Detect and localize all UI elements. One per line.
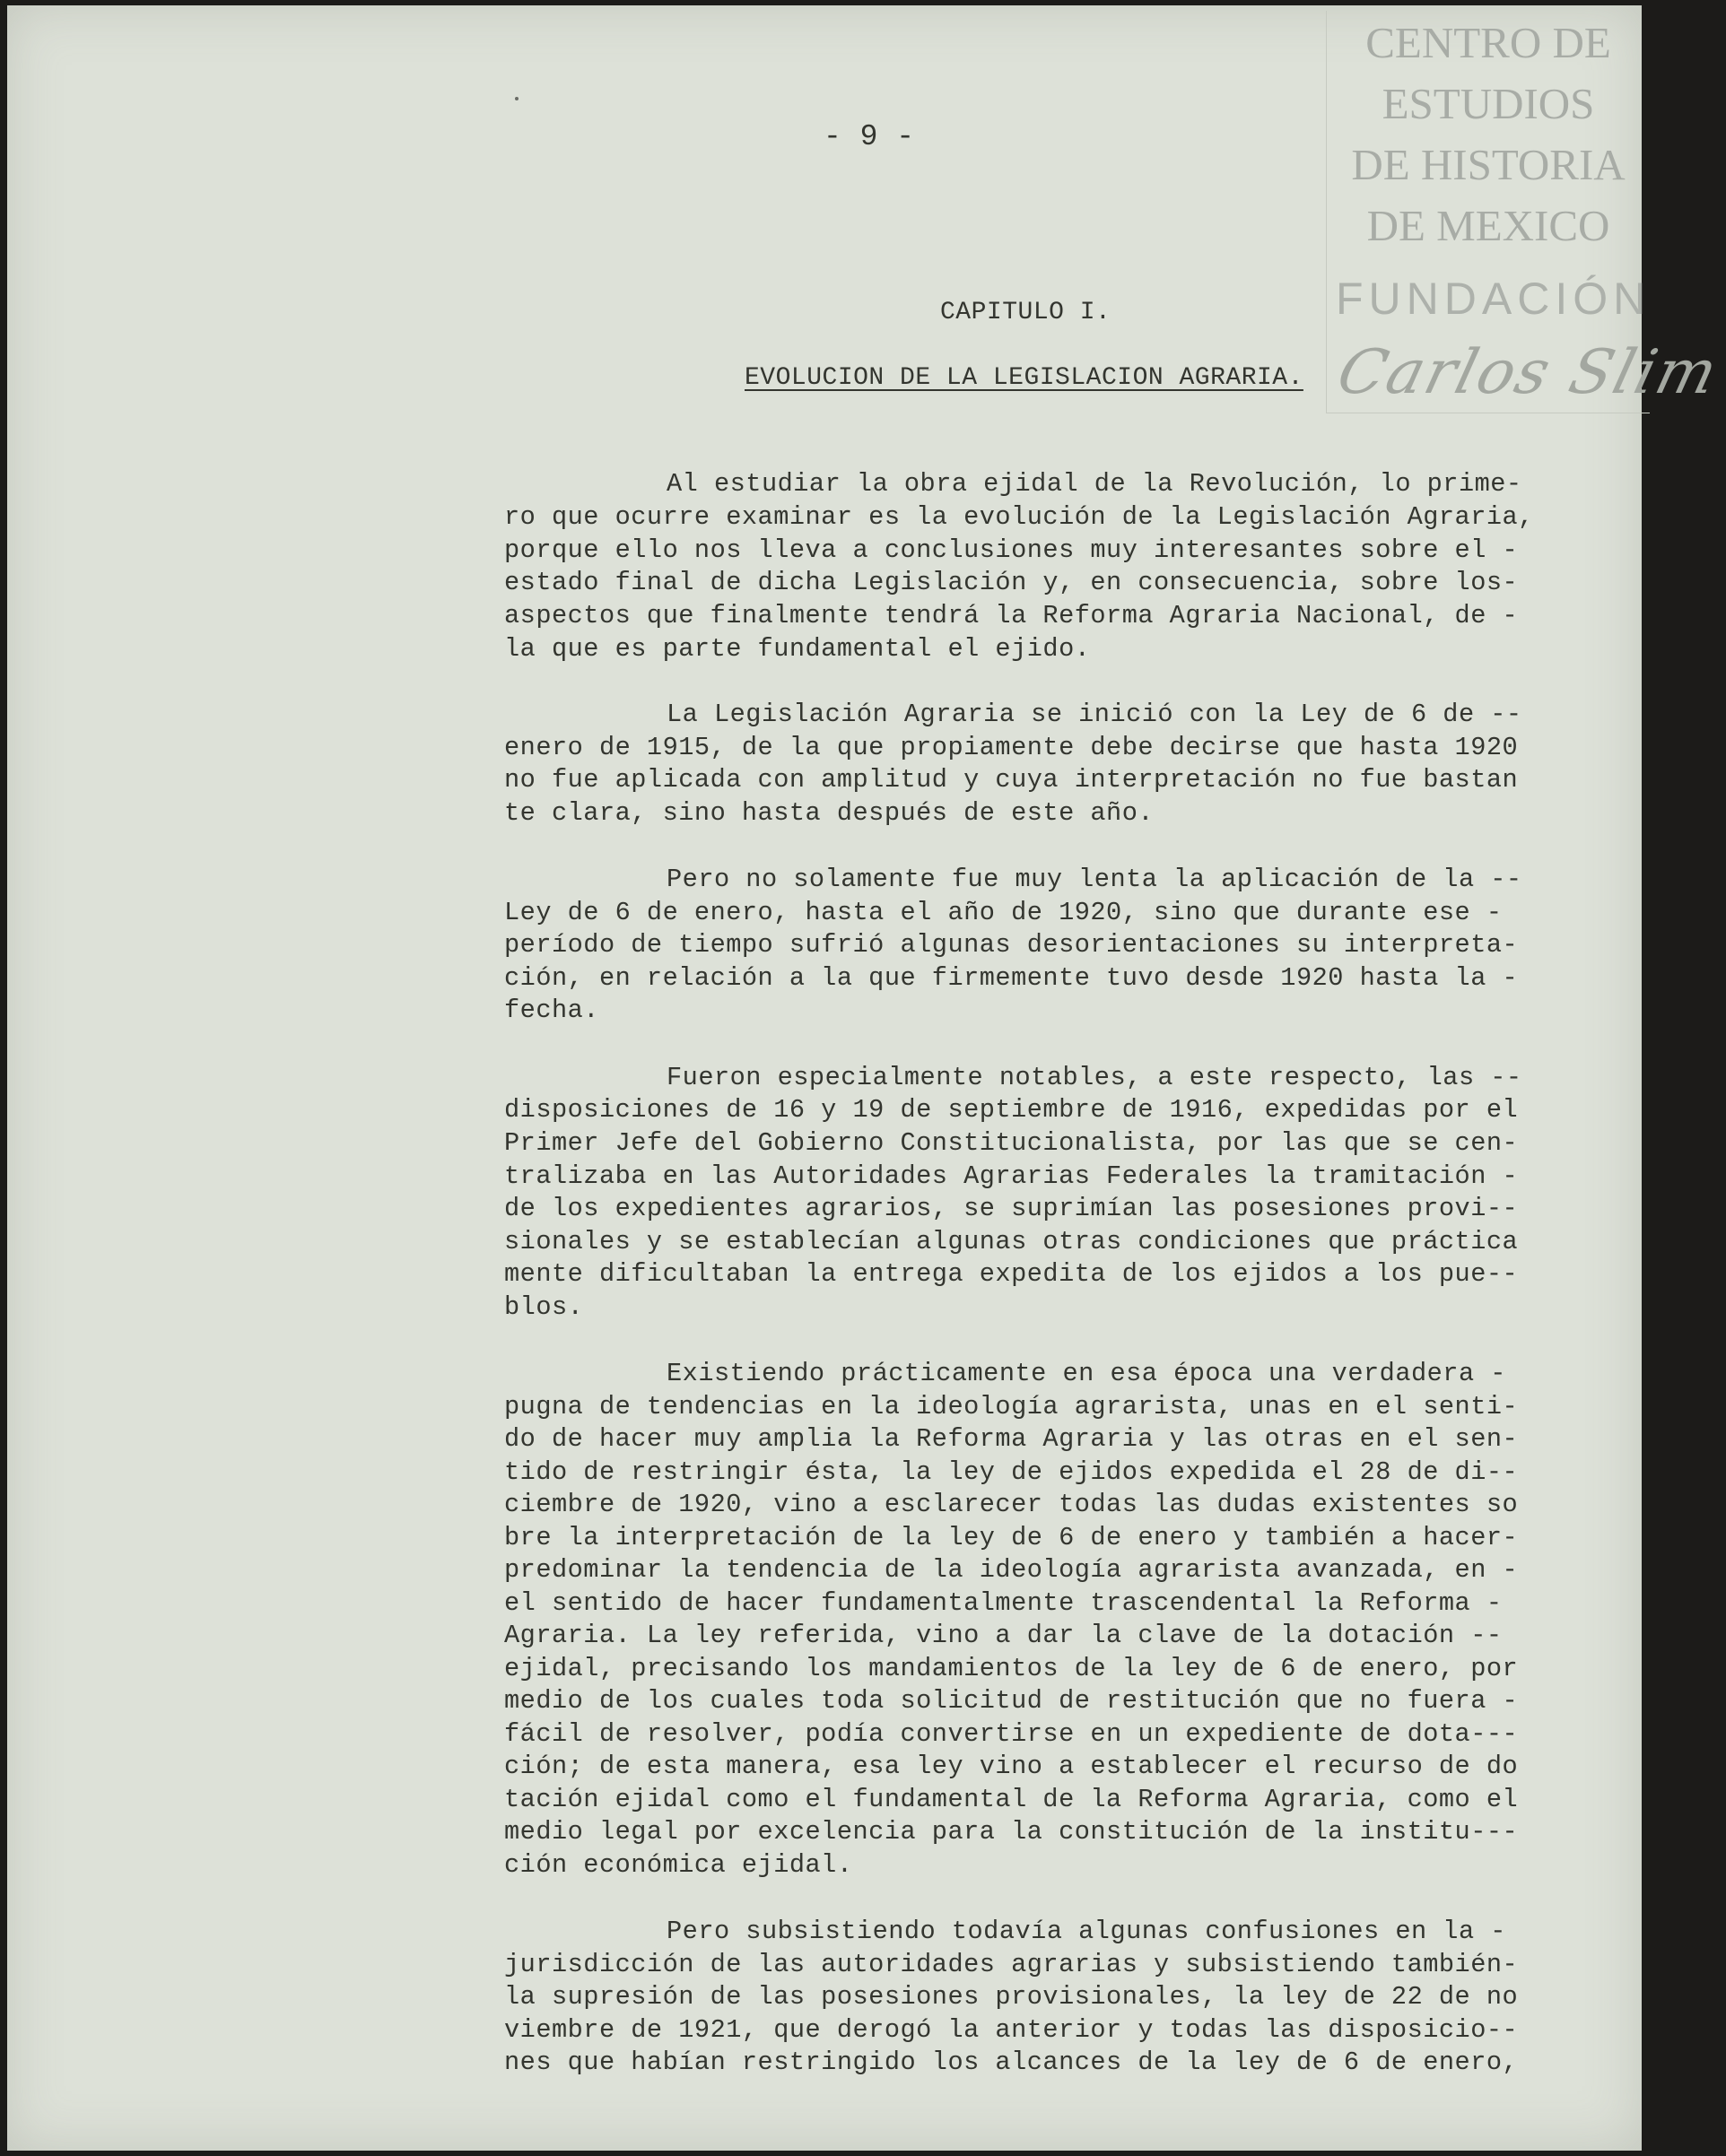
text-line: medio legal por excelencia para la constitución de la institu--- — [504, 1817, 1519, 1847]
text-line: do de hacer muy amplia la Reforma Agraria y las otras en el sen- — [504, 1424, 1519, 1454]
text-line: ción; de esta manera, esa ley vino a establecer el recurso de do — [504, 1752, 1519, 1781]
document-page — [7, 5, 1726, 2151]
text-line: jurisdicción de las autoridades agrarias y subsistiendo también- — [504, 1950, 1519, 1979]
text-line: pugna de tendencias en la ideología agrarista, unas en el senti- — [504, 1392, 1519, 1421]
watermark-fundacion: FUNDACIÓN — [1336, 274, 1652, 324]
text-line: viembre de 1921, que derogó la anterior y todas las disposicio-- — [504, 2015, 1519, 2045]
text-line: nes que habían restringido los alcances de la ley de 6 de enero, — [504, 2047, 1519, 2077]
text-line: la que es parte fundamental el ejido. — [504, 634, 1091, 664]
watermark-signature: Carlos Slim — [1330, 337, 1726, 408]
text-line: Fueron especialmente notables, a este respecto, las -- — [667, 1063, 1522, 1092]
text-line: ción económica ejidal. — [504, 1850, 853, 1880]
text-line: tación ejidal como el fundamental de la Reforma Agraria, como el — [504, 1785, 1519, 1814]
chapter-title: CAPITULO I. — [940, 299, 1111, 326]
text-line: ciembre de 1920, vino a esclarecer todas las dudas existentes so — [504, 1490, 1519, 1519]
text-line: Ley de 6 de enero, hasta el año de 1920, sino que durante ese - — [504, 898, 1503, 927]
text-line: Existiendo prácticamente en esa época una verdadera - — [667, 1359, 1506, 1388]
text-line: predominar la tendencia de la ideología agrarista avanzada, en - — [504, 1555, 1519, 1585]
text-line: sionales y se establecían algunas otras condiciones que práctica — [504, 1227, 1519, 1256]
text-line: Primer Jefe del Gobierno Constitucionalista, por las que se cen- — [504, 1128, 1519, 1158]
watermark-line: CENTRO DE — [1365, 18, 1611, 67]
watermark-line: DE HISTORIA — [1351, 140, 1626, 189]
watermark-line: DE MEXICO — [1366, 201, 1610, 250]
text-line: Agraria. La ley referida, vino a dar la clave de la dotación -- — [504, 1621, 1503, 1650]
text-line: Pero no solamente fue muy lenta la aplicación de la -- — [667, 865, 1522, 894]
text-line: ción, en relación a la que firmemente tuvo desde 1920 hasta la - — [504, 963, 1519, 993]
text-line: porque ello nos lleva a conclusiones muy interesantes sobre el - — [504, 535, 1519, 565]
text-line: Pero subsistiendo todavía algunas confusiones en la - — [667, 1917, 1506, 1946]
text-line: blos. — [504, 1292, 584, 1322]
text-line: La Legislación Agraria se inició con la Ley de 6 de -- — [667, 700, 1522, 729]
text-line: te clara, sino hasta después de este año. — [504, 798, 1155, 828]
text-line: tido de restringir ésta, la ley de ejidos expedida el 28 de di-- — [504, 1457, 1519, 1487]
text-line: no fue aplicada con amplitud y cuya interpretación no fue bastan — [504, 765, 1519, 795]
watermark-line: ESTUDIOS — [1382, 79, 1595, 128]
text-line: medio de los cuales toda solicitud de restitución que no fuera - — [504, 1686, 1519, 1716]
text-line: bre la interpretación de la ley de 6 de enero y también a hacer- — [504, 1523, 1519, 1552]
text-line: fácil de resolver, podía convertirse en un expediente de dota--- — [504, 1719, 1519, 1749]
page-number: - 9 - — [824, 120, 915, 153]
archive-watermark — [1326, 11, 1726, 413]
text-line: Al estudiar la obra ejidal de la Revolución, lo prime- — [667, 469, 1522, 499]
text-line: mente dificultaban la entrega expedita de los ejidos a los pue-- — [504, 1259, 1519, 1289]
text-line: el sentido de hacer fundamentalmente trascendental la Reforma - — [504, 1588, 1503, 1618]
text-line: de los expedientes agrarios, se suprimían las posesiones provi-- — [504, 1194, 1519, 1223]
text-line: la supresión de las posesiones provisionales, la ley de 22 de no — [504, 1982, 1519, 2012]
text-line: fecha. — [504, 995, 599, 1025]
text-line: estado final de dicha Legislación y, en consecuencia, sobre los- — [504, 568, 1519, 597]
text-line: ro que ocurre examinar es la evolución de la Legislación Agraria, — [504, 502, 1534, 532]
text-line: tralizaba en las Autoridades Agrarias Federales la tramitación - — [504, 1161, 1519, 1191]
text-line: disposiciones de 16 y 19 de septiembre de 1916, expedidas por el — [504, 1095, 1519, 1125]
text-line: enero de 1915, de la que propiamente debe decirse que hasta 1920 — [504, 733, 1519, 762]
text-line: período de tiempo sufrió algunas desorientaciones su interpreta- — [504, 930, 1519, 960]
text-line: aspectos que finalmente tendrá la Reforma Agraria Nacional, de - — [504, 601, 1519, 630]
text-line: ejidal, precisando los mandamientos de la ley de 6 de enero, por — [504, 1654, 1519, 1683]
chapter-subtitle: EVOLUCION DE LA LEGISLACION AGRARIA. — [745, 364, 1303, 392]
